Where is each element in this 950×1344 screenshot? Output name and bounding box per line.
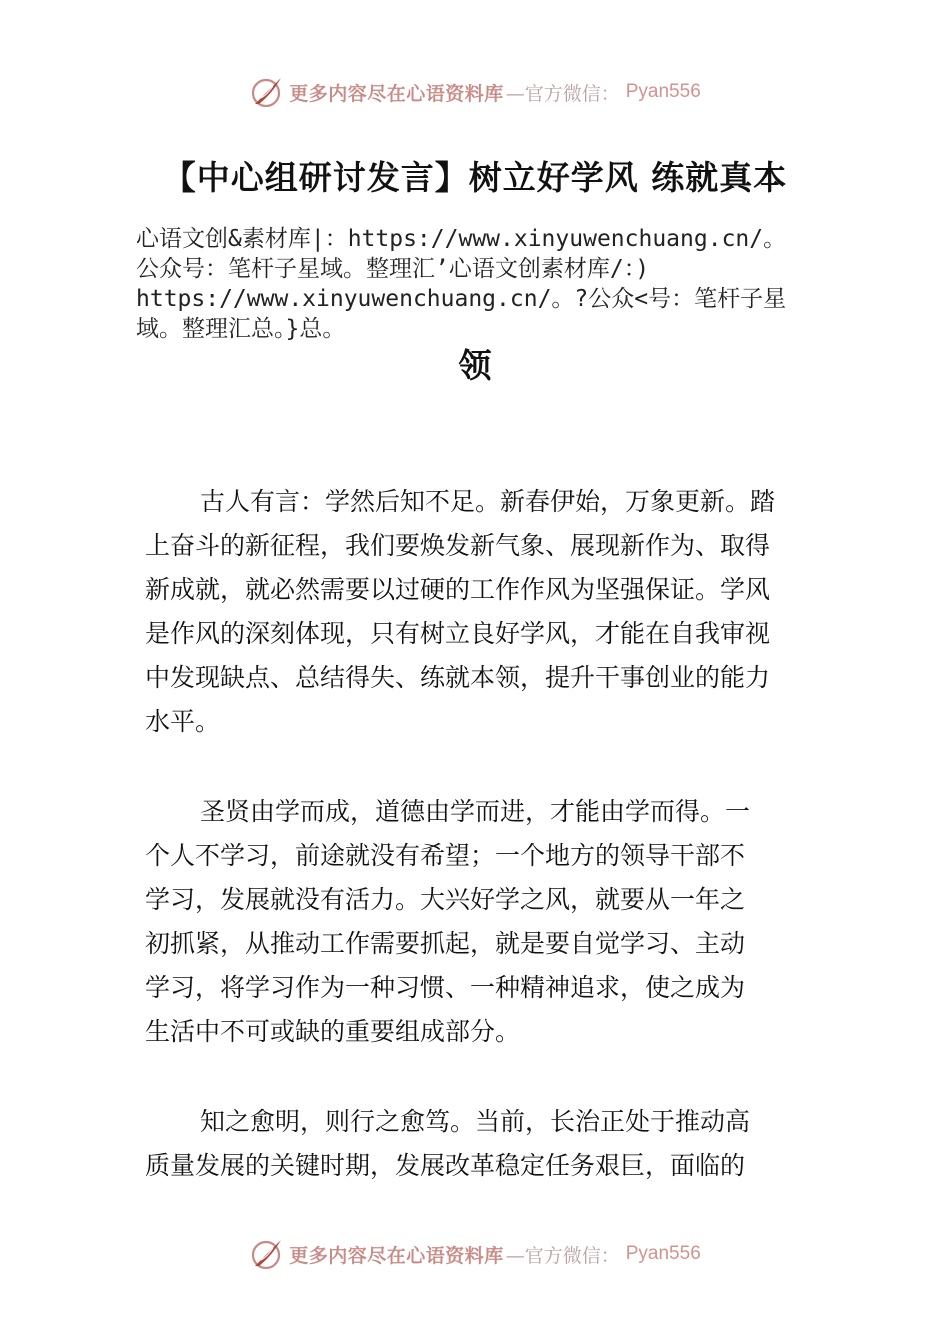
paragraph-line: 水平。 (145, 707, 221, 736)
watermark-line: https://www.xinyuwenchuang.cn/。?公众<号：笔杆子星 (136, 286, 787, 312)
brush-feather-logo-icon (249, 1236, 285, 1272)
brush-feather-logo-icon (249, 74, 285, 110)
paragraph-line: 是作风的深刻体现，只有树立良好学风，才能在自我审视 (145, 619, 771, 648)
paragraph-line: 圣贤由学而成，道德由学而进，才能由学而得。一 (200, 797, 751, 826)
document-title: 【中心组研讨发言】树立好学风 练就真本 (162, 158, 788, 197)
paragraph-line: 古人有言：学然后知不足。新春伊始，万象更新。踏 (200, 487, 776, 516)
watermark-line: 心语文创&素材库|：https://www.xinyuwenchuang.cn/。 (136, 226, 787, 252)
paragraph-1 (145, 480, 825, 744)
banner-text-library: 更多内容尽在心语资料库 (289, 1244, 504, 1267)
paragraph-line: 学习，将学习作为一种习惯、一种精神追求，使之成为 (145, 973, 746, 1002)
paragraph-3 (145, 1100, 825, 1188)
watermark-line: 域。整理汇总。}总。 (136, 316, 346, 342)
paragraph-line: 学习，发展就没有活力。大兴好学之风，就要从一年之 (145, 885, 746, 914)
paragraph-2 (145, 790, 825, 1054)
banner-text-library: 更多内容尽在心语资料库 (289, 82, 504, 105)
paragraph-line: 初抓紧，从推动工作需要抓起，就是要自觉学习、主动 (145, 929, 746, 958)
paragraph-line: 上奋斗的新征程，我们要焕发新气象、展现新作为、取得 (145, 531, 771, 560)
banner-text-wechat-id: Pyan556 (625, 81, 701, 102)
banner-text-wechat-label: —官方微信： (505, 82, 620, 105)
paragraph-line: 生活中不可或缺的重要组成部分。 (145, 1017, 521, 1046)
footer-banner (0, 1232, 950, 1276)
paragraph-line: 中发现缺点、总结得失、练就本领，提升干事创业的能力 (145, 663, 771, 692)
document-title-tail: 领 (458, 346, 492, 385)
paragraph-line: 质量发展的关键时期，发展改革稳定任务艰巨，面临的 (145, 1151, 746, 1180)
watermark-block (136, 224, 836, 344)
paragraph-line: 个人不学习，前途就没有希望；一个地方的领导干部不 (145, 841, 746, 870)
header-banner (0, 70, 950, 114)
paragraph-line: 新成就，就必然需要以过硬的工作作风为坚强保证。学风 (145, 575, 771, 604)
banner-text-wechat-label: —官方微信： (505, 1244, 620, 1267)
banner-text-wechat-id: Pyan556 (625, 1243, 701, 1264)
watermark-line: 公众号：笔杆子星域。整理汇’心语文创素材库/：) (136, 256, 650, 282)
paragraph-line: 知之愈明，则行之愈笃。当前，长治正处于推动高 (200, 1107, 751, 1136)
